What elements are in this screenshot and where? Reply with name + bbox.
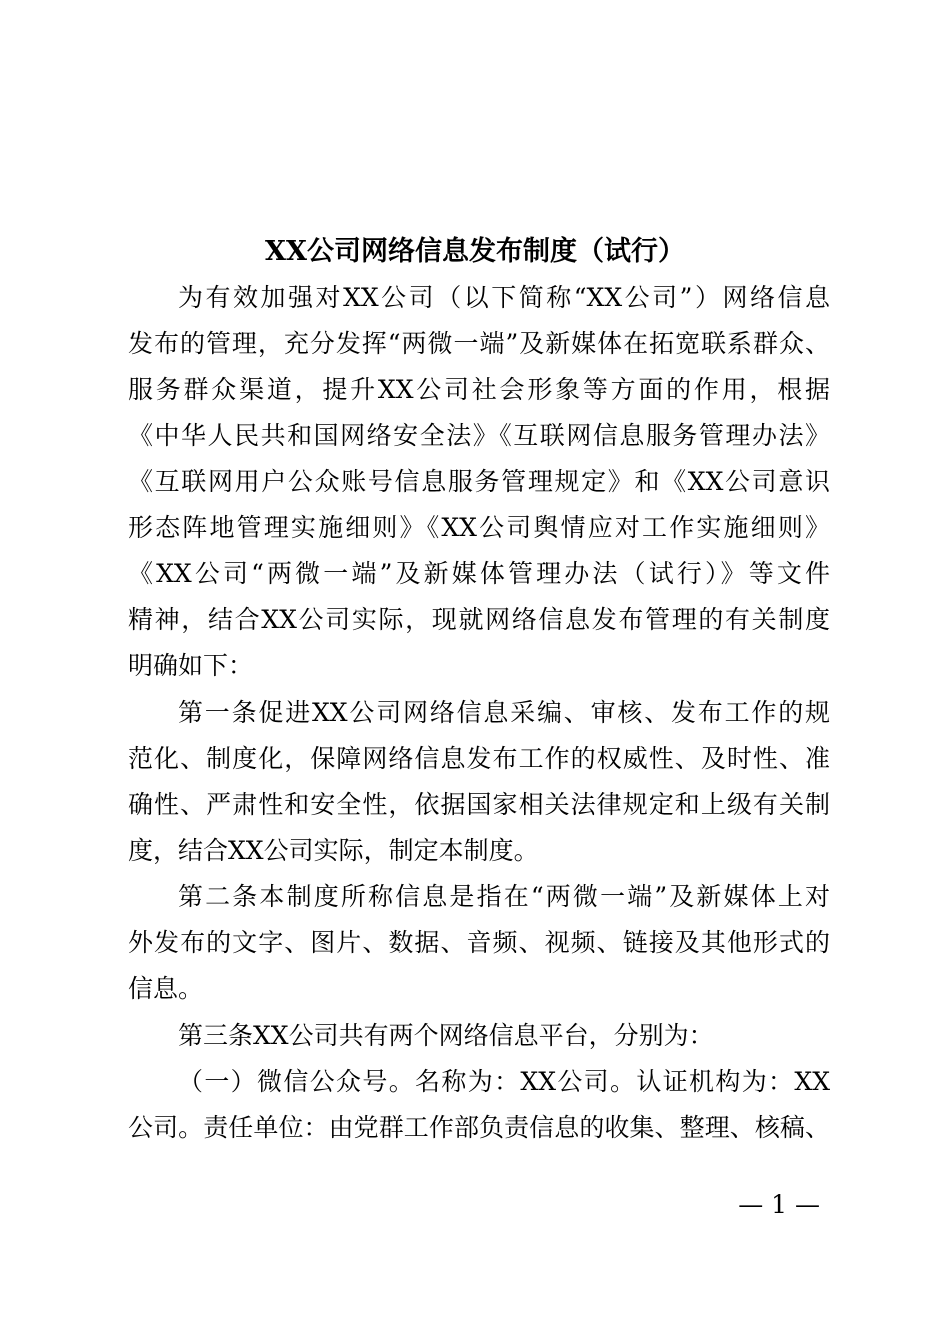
text-line: 《XX公司“两微一端”及新媒体管理办法（试行）》等文件 xyxy=(128,559,830,588)
text-line: 发布的管理，充分发挥“两微一端”及新媒体在拓宽联系群众、 xyxy=(128,329,830,358)
text-line: 第二条本制度所称信息是指在“两微一端”及新媒体上对 xyxy=(178,882,830,911)
text-line: 《中华人民共和国网络安全法》《互联网信息服务管理办法》 xyxy=(128,421,830,450)
text-line: 《互联网用户公众账号信息服务管理规定》和《XX公司意识 xyxy=(128,467,830,496)
text-line: 外发布的文字、图片、数据、音频、视频、链接及其他形式的 xyxy=(128,928,830,957)
text-line: 服务群众渠道，提升XX公司社会形象等方面的作用，根据 xyxy=(128,375,830,404)
text-line: （一）微信公众号。名称为：XX公司。认证机构为：XX xyxy=(178,1067,830,1096)
text-line: 明确如下： xyxy=(128,651,254,680)
text-line: 第一条促进XX公司网络信息采编、审核、发布工作的规 xyxy=(178,698,830,727)
page-number: — 1 — xyxy=(738,1190,820,1219)
text-line: 公司。责任单位：由党群工作部负责信息的收集、整理、核稿、 xyxy=(128,1113,830,1142)
text-line: 范化、制度化，保障网络信息发布工作的权威性、及时性、准 xyxy=(128,744,830,773)
document-title: XX公司网络信息发布制度（试行） xyxy=(265,236,685,267)
text-line: 为有效加强对XX公司（以下简称“XX公司”）网络信息 xyxy=(178,283,830,312)
text-line: 度，结合XX公司实际，制定本制度。 xyxy=(128,836,539,865)
text-line: 形态阵地管理实施细则》《XX公司舆情应对工作实施细则》 xyxy=(128,513,830,542)
text-line: 精神，结合XX公司实际，现就网络信息发布管理的有关制度 xyxy=(128,605,830,634)
text-line: 确性、严肃性和安全性，依据国家相关法律规定和上级有关制 xyxy=(128,790,830,819)
text-line: 第三条XX公司共有两个网络信息平台，分别为： xyxy=(178,1021,714,1050)
text-line: 信息。 xyxy=(128,974,204,1003)
